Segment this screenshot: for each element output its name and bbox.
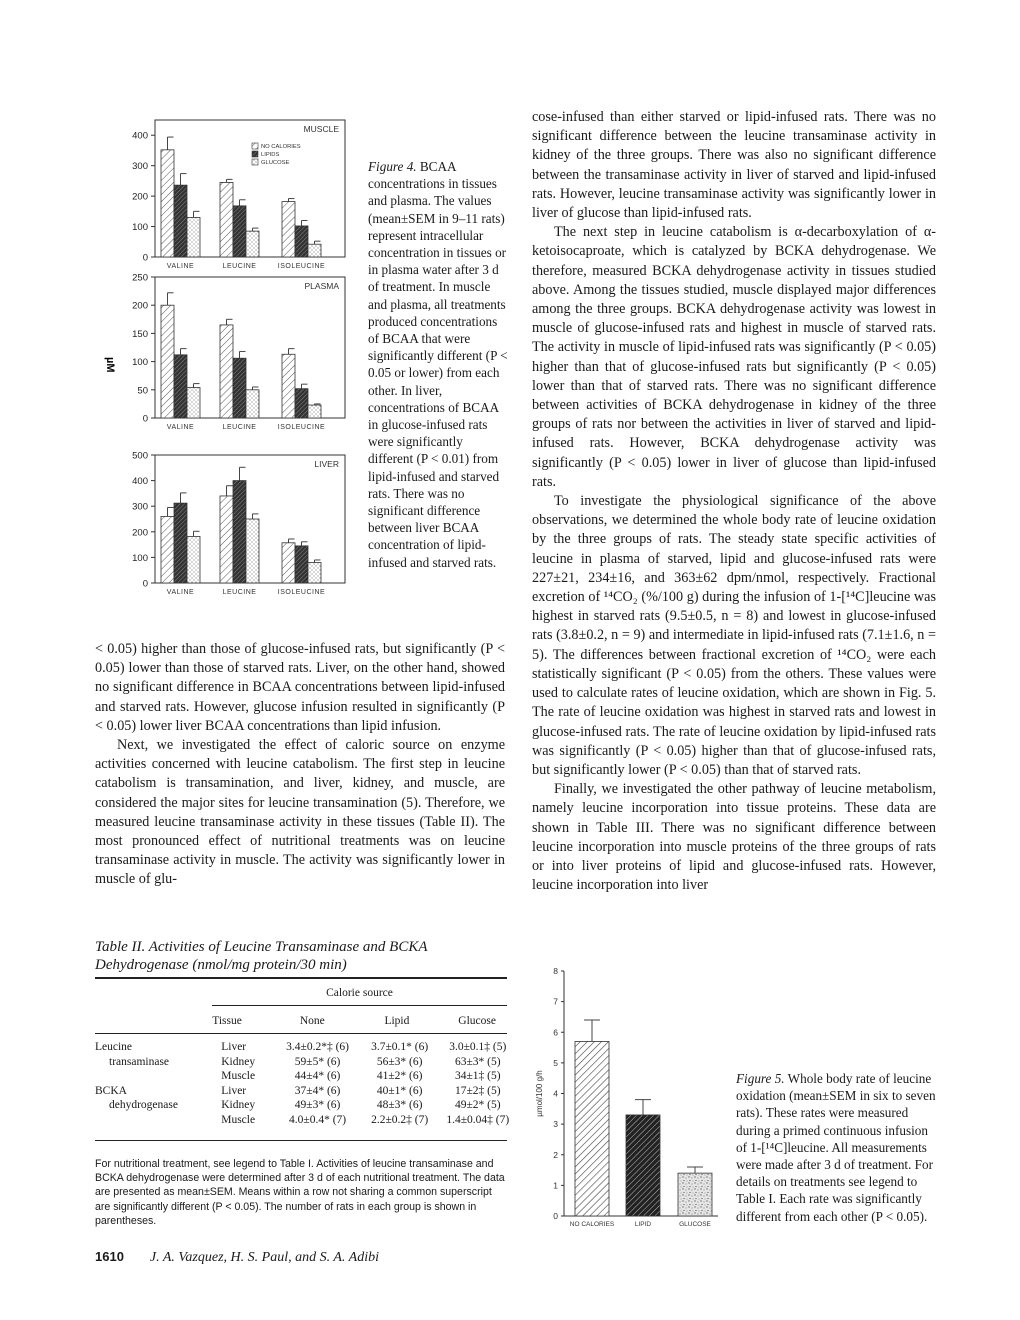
bar-lipids: [174, 503, 187, 583]
bar-glucose: [187, 217, 200, 257]
table-2-footnote: For nutritional treatment, see legend to Table I. Activities of leucine transaminase and BCKA dehydrogenase were determined after 3 d of each nutritional treatment. The data are presented as mean±SEM. Means within a row not sharing a common superscript are significantly different (P < 0.05). The number of rats in each group is shown in parentheses.: [95, 1158, 505, 1227]
category-label: GLUCOSE: [679, 1221, 711, 1228]
legend-swatch: [252, 151, 258, 157]
bar-lipids: [233, 481, 246, 583]
y-tick-label: 0: [142, 413, 148, 425]
table-cell: Liver: [221, 1041, 247, 1053]
right-paragraph-4: Finally, we investigated the other pathway of leucine metabolism, namely leucine incorporation into tissue proteins. These data are shown in Table III. There was no significant difference between leucine incorporation into muscle proteins of the three groups of rats or into liver proteins of lipid and glucose-infused rats. However, leucine incorporation into liver: [532, 781, 936, 894]
table-row: [95, 1084, 515, 1099]
table-cell: 3.0±0.1‡ (5): [449, 1041, 507, 1053]
y-tick-label: 0: [142, 252, 148, 264]
right-paragraph-3: To investigate the physiological significance of the above observations, we determined the whole body rate of leucine oxidation by the three groups of rats. The steady state specific activities of leucine in plasma of starved, lipid and glucose-infused rats were 227±21, 234±16, and 363±62 dpm/nmol, respectively. Fractional excretion of ¹⁴CO₂ (%/100 g) during the infusion of 1-[¹⁴C]leucine was highest in starved rats (9.5±0.5, n = 8) and lowest in glucose-infused rats (3.8±0.2, n = 9) and intermediate in lipid-infused rats (7.1±1.6, n = 5). The differences between fractional excretion of ¹⁴CO₂ were each statistically significant (P < 0.05) from the others. These values were used to calculate rates of leucine oxidation, which are shown in Fig. 5. The rate of leucine oxidation was highest in starved rats and lowest in glucose-infused rats. The rate of leucine oxidation by lipid-infused rats was significantly (P < 0.05) higher than that of glucose-infused rats, but significantly lower (P < 0.05) than that of starved rats.: [532, 493, 936, 778]
table-cell: Kidney: [221, 1055, 256, 1068]
bar-glucose: [187, 536, 200, 583]
bar-lipids: [295, 226, 308, 257]
category-label: LEUCINE: [222, 424, 257, 431]
legend-label: LIPIDS: [261, 152, 280, 158]
column-header: Tissue: [212, 1015, 242, 1027]
table-row: [95, 1113, 515, 1128]
y-tick-label: 6: [553, 1027, 558, 1038]
legend-swatch: [252, 159, 258, 165]
bar-glucose: [308, 405, 321, 418]
bar-glucose: [246, 390, 259, 418]
y-tick-label: 400: [132, 130, 148, 142]
y-tick-label: 200: [132, 191, 148, 203]
bar-no-calories: [161, 150, 174, 257]
bar-no-calories: [161, 516, 174, 583]
bar-no-calories: [282, 354, 295, 418]
bar-no-calories: [282, 543, 295, 583]
bar-no-calories: [282, 202, 295, 257]
table-cell: Kidney: [221, 1099, 256, 1111]
category-label: ISOLEUCINE: [277, 263, 326, 270]
table-row: [95, 1055, 515, 1070]
table-cell: 41±2* (6): [376, 1070, 423, 1082]
category-label: LEUCINE: [222, 263, 257, 270]
table-group-rule: [212, 1005, 507, 1006]
table-2-title: [95, 938, 505, 974]
category-label: LIPID: [634, 1221, 652, 1228]
table-2-title-line-1: Table II. Activities of Leucine Transaminase and BCKA: [95, 939, 428, 955]
table-cell: [95, 1113, 221, 1128]
table-cell: 59±5* (6): [294, 1055, 341, 1068]
table-cell: 44±4* (6): [294, 1070, 341, 1082]
table-cell: 49±2* (5): [454, 1099, 501, 1111]
table-cell: 56±3* (6): [376, 1055, 423, 1068]
table-cell: 40±1* (6): [376, 1084, 423, 1097]
page-number: 1610: [95, 1249, 124, 1264]
table-cell: Muscle: [221, 1070, 256, 1082]
bar-no-calories: [220, 496, 233, 583]
panel-title: LIVER: [314, 459, 339, 469]
bar-lipids: [174, 185, 187, 257]
figure-4-chart: [95, 105, 365, 600]
table-row: [95, 1098, 515, 1113]
table-row: [95, 1069, 515, 1084]
table-cell: 63±3* (5): [454, 1055, 501, 1068]
bar-no-calories: [220, 182, 233, 257]
table-bottom-rule: [95, 1140, 507, 1141]
y-tick-label: 2: [553, 1149, 558, 1160]
category-label: NO CALORIES: [569, 1221, 615, 1228]
panel-title: MUSCLE: [303, 124, 339, 134]
bar-lipids: [233, 206, 246, 257]
figure-4-caption: [368, 158, 508, 571]
table-cell: dehydrogenase: [109, 1099, 178, 1111]
category-label: ISOLEUCINE: [277, 589, 326, 596]
bar-no-calories: [575, 1041, 609, 1216]
figure-4-caption-text: BCAA concentrations in tissues and plasma. The values (mean±SEM in 9–11 rats) represent intracellular concentration in tissues or in plasma water after 3 d of treatment. In muscle and plasma, all treatments produced concentrations of BCAA that were significantly different (P < 0.05 or lower) from each other. In liver, concentrations of BCAA in glucose-infused rats were significantly different (P < 0.01) from lipid-infused and starved rats. There was no significant difference between liver BCAA concentration of lipid-infused and starved rats.: [368, 159, 508, 570]
table-cell: 3.7±0.1* (6): [371, 1041, 429, 1053]
y-tick-label: 50: [137, 385, 148, 397]
bar-glucose: [308, 244, 321, 257]
table-cell: BCKA: [95, 1084, 127, 1097]
table-cell: 2.2±0.2‡ (7): [371, 1113, 429, 1126]
bar-no-calories: [161, 305, 174, 418]
column-header: Lipid: [384, 1015, 410, 1027]
category-label: VALINE: [166, 424, 195, 431]
left-paragraph-1: < 0.05) higher than those of glucose-infused rats, but significantly (P < 0.05) lower than those of starved rats. Liver, on the other hand, showed no significant difference in BCAA concentrations between lipid-infused and starved rats. However, glucose infusion resulted in significantly (P < 0.05) lower liver BCAA concentrations than lipid infusion.: [95, 641, 505, 734]
bar-no-calories: [220, 325, 233, 418]
y-axis-label: µM: [104, 357, 116, 373]
y-tick-label: 5: [553, 1057, 558, 1068]
bar-glucose: [308, 563, 321, 583]
right-paragraph-2: The next step in leucine catabolism is α-decarboxylation of α-ketoisocaproate, which is catalyzed by BCKA dehydrogenase. We therefore, measured BCKA dehydrogenase activity in tissues studied above. Among the tissues studied, muscle displayed major differences among the three groups. BCKA dehydrogenase activity was lowest in muscle of glucose-infused rats and highest in muscle of starved rats. The activity in muscle of lipid-infused rats was significantly (P < 0.05) higher than that of glucose-infused rats but significantly (P < 0.05) lower than that of starved rats. There was no significant difference between activities of BCKA dehydrogenase in kidney of the three groups of rats nor between the activities in liver of starved and lipid-infused rats. However, BCKA dehydrogenase activity was significantly (P < 0.05) lower in liver of glucose than lipid-infused rats.: [532, 224, 936, 490]
y-tick-label: 200: [132, 300, 148, 312]
table-row: [95, 1040, 515, 1055]
y-axis-label: µmol/100 g/h: [535, 1070, 544, 1117]
figure-4-caption-label: Figure 4.: [368, 159, 417, 174]
figure-5-caption: [736, 1070, 936, 1225]
legend-label: NO CALORIES: [261, 144, 301, 150]
y-tick-label: 0: [553, 1211, 558, 1221]
left-paragraph-2: Next, we investigated the effect of caloric source on enzyme activities concerned with leucine catabolism. The first step in leucine catabolism is transamination, and liver, kidney, and muscle, are considered the major sites for leucine transamination (5). Therefore, we measured leucine transaminase activity in these tissues (Table II). The most pronounced effect of nutritional treatments was on leucine transaminase activity in muscle. The activity was significantly lower in muscle of glu-: [95, 737, 505, 888]
y-tick-label: 8: [553, 966, 558, 976]
column-header: None: [299, 1015, 325, 1027]
figure-5-caption-text: Whole body rate of leucine oxidation (mean±SEM in six to seven rats). These rates were measured during a primed continuous infusion of 1-[¹⁴C]leucine. All measurements were made after 3 d of treatment. For details on treatments see legend to Table I. Each rate was significantly different from each other (P < 0.05).: [736, 1071, 936, 1224]
table-cell: 17±2‡ (5): [454, 1084, 501, 1097]
bar-glucose: [678, 1173, 712, 1216]
category-label: LEUCINE: [222, 589, 257, 596]
table-cell: transaminase: [109, 1055, 170, 1068]
legend-label: GLUCOSE: [261, 160, 290, 166]
table-top-rule: [95, 977, 507, 979]
table-2-title-line-2: Dehydrogenase (nmol/mg protein/30 min): [95, 957, 347, 973]
right-paragraph-1: cose-infused than either starved or lipid-infused rats. There was no significant difference between the leucine transaminase activity in kidney of the three groups. There was also no significant difference between the transaminase activity in liver of starved and lipid-infused rats. However, leucine transaminase activity was significantly lower in liver of glucose than lipid-infused rats.: [532, 109, 936, 222]
bar-lipids: [295, 546, 308, 583]
table-cell: Liver: [221, 1084, 247, 1097]
table-cell: 37±4* (6): [294, 1084, 341, 1097]
figure-5-chart: [520, 960, 725, 1235]
table-cell: [95, 1069, 221, 1084]
table-cell: 49±3* (6): [294, 1099, 341, 1111]
chart-panel-liver: [132, 451, 345, 597]
y-tick-label: 400: [132, 476, 148, 488]
y-tick-label: 200: [132, 527, 148, 539]
y-tick-label: 250: [132, 272, 148, 284]
y-tick-label: 100: [132, 222, 148, 234]
category-label: VALINE: [166, 589, 195, 596]
panel-title: PLASMA: [304, 281, 339, 291]
table-cell: Leucine: [95, 1041, 133, 1053]
bar-lipids: [295, 389, 308, 418]
table-header-row: [95, 1014, 515, 1029]
table-2-header: [95, 1014, 507, 1029]
y-tick-label: 150: [132, 328, 148, 340]
footer-authors: J. A. Vazquez, H. S. Paul, and S. A. Adibi: [149, 1250, 379, 1265]
table-header-rule: [95, 1033, 507, 1034]
column-header: [95, 1014, 212, 1029]
column-header: Glucose: [458, 1015, 496, 1027]
left-column: [95, 640, 505, 890]
category-label: VALINE: [166, 263, 195, 270]
table-2-body: [95, 1040, 510, 1127]
y-tick-label: 7: [553, 996, 558, 1007]
bar-lipid: [626, 1115, 660, 1216]
right-column: [532, 108, 936, 895]
page-footer: [95, 1248, 379, 1266]
bar-glucose: [246, 519, 259, 583]
figure-5-caption-label: Figure 5.: [736, 1071, 785, 1086]
y-tick-label: 300: [132, 501, 148, 513]
table-cell: 1.4±0.04‡ (7): [446, 1113, 510, 1126]
table-cell: Muscle: [221, 1113, 256, 1126]
y-tick-label: 3: [553, 1119, 558, 1130]
legend-swatch: [252, 143, 258, 149]
y-tick-label: 1: [553, 1180, 558, 1191]
chart-panel-muscle: [132, 120, 345, 270]
y-tick-label: 0: [142, 578, 148, 590]
y-tick-label: 4: [553, 1088, 558, 1099]
category-label: ISOLEUCINE: [277, 424, 326, 431]
y-tick-label: 100: [132, 357, 148, 369]
bar-glucose: [187, 388, 200, 418]
bar-lipids: [233, 358, 246, 418]
table-cell: 48±3* (6): [376, 1099, 423, 1111]
table-cell: 34±1‡ (5): [454, 1070, 501, 1082]
table-group-header: Calorie source: [326, 987, 393, 999]
bar-lipids: [174, 355, 187, 418]
y-tick-label: 100: [132, 552, 148, 564]
chart-panel-plasma: [132, 273, 345, 432]
y-tick-label: 500: [132, 450, 148, 462]
table-cell: 3.4±0.2*‡ (6): [286, 1041, 350, 1053]
bar-glucose: [246, 231, 259, 257]
table-cell: 4.0±0.4* (7): [289, 1113, 347, 1126]
y-tick-label: 300: [132, 161, 148, 173]
